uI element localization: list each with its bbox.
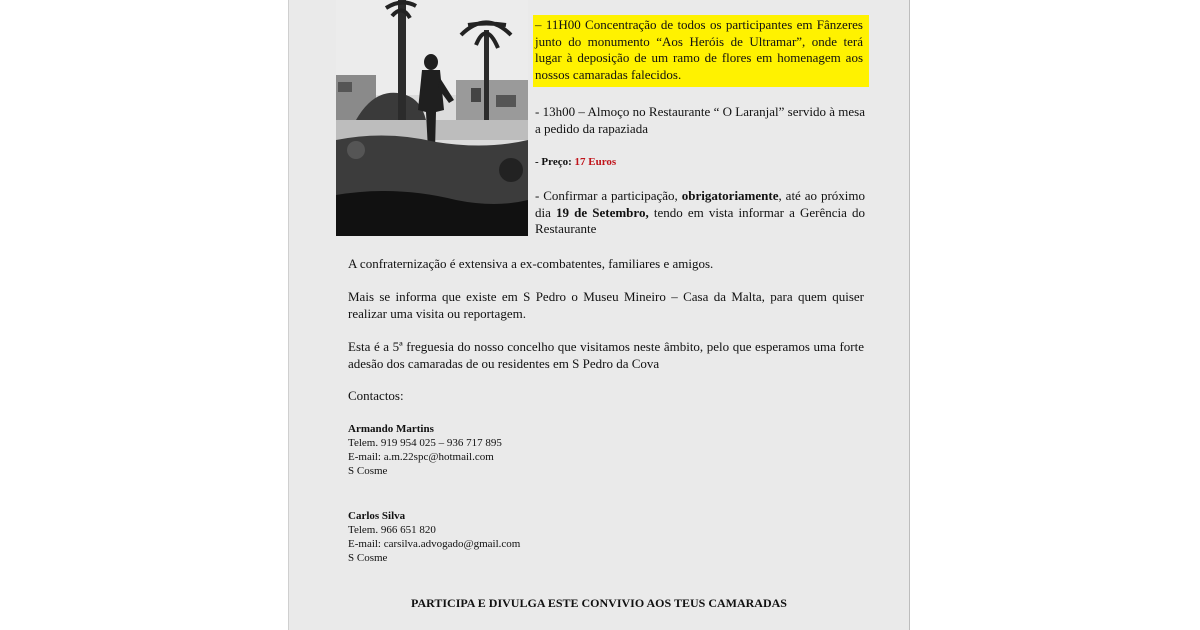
highlighted-schedule-item <box>533 15 869 87</box>
contact-email: E-mail: a.m.22spc@hotmail.com <box>348 451 494 463</box>
contact-place: S Cosme <box>348 465 388 477</box>
parish-paragraph: Esta é a 5ª freguesia do nosso concelho que visitamos neste âmbito, pelo que esperamos uma forte adesão dos camaradas de ou residentes em S Pedro da Cova <box>348 339 864 371</box>
confirm-text-part2: , até ao próximo dia <box>535 188 866 220</box>
contact-name: Armando Martins <box>348 423 434 435</box>
confirm-mandatory: obrigatoriamente <box>681 188 779 203</box>
extension-paragraph: A confraternização é extensiva a ex-combatentes, familiares e amigos. <box>348 256 714 271</box>
confirm-date: 19 de Setembro, <box>556 204 649 220</box>
price-label: - Preço: <box>535 156 572 168</box>
confirm-text <box>535 188 865 238</box>
price-line <box>535 155 865 169</box>
price-value: 17 Euros <box>574 156 617 168</box>
confirm-text-part1: - Confirmar a participação, <box>535 188 678 203</box>
contact-place: S Cosme <box>348 552 388 564</box>
contact-email: E-mail: carsilva.advogado@gmail.com <box>348 538 521 550</box>
contacts-heading: Contactos: <box>348 388 404 403</box>
contact-name: Carlos Silva <box>348 510 406 522</box>
confirm-text-part3: tendo em vista informar a Gerência do Restaurante <box>535 204 866 236</box>
monument-photo-drawing <box>336 0 528 236</box>
contact-card <box>348 509 648 565</box>
document-page <box>288 0 910 630</box>
concentration-text: – 11H00 Concentração de todos os participantes em Fânzeres junto do monumento “Aos Heróis de Ultramar”, onde terá lugar à deposição de um ramo de flores em homenagem aos nossos camaradas falecidos. <box>535 17 863 82</box>
contact-phone: Telem. 966 651 820 <box>348 524 436 536</box>
monument-photo <box>336 0 528 236</box>
contact-phone: Telem. 919 954 025 – 936 717 895 <box>348 437 502 449</box>
footer-call-to-action: PARTICIPA E DIVULGA ESTE CONVIVIO AOS TEUS CAMARADAS <box>411 596 787 610</box>
contact-card <box>348 422 648 478</box>
lunch-text: - 13h00 – Almoço no Restaurante “ O Laranjal” servido à mesa a pedido da rapaziada <box>535 104 865 136</box>
museum-paragraph: Mais se informa que existe em S Pedro o Museu Mineiro – Casa da Malta, para quem quiser realizar uma visita ou reportagem. <box>348 289 864 321</box>
